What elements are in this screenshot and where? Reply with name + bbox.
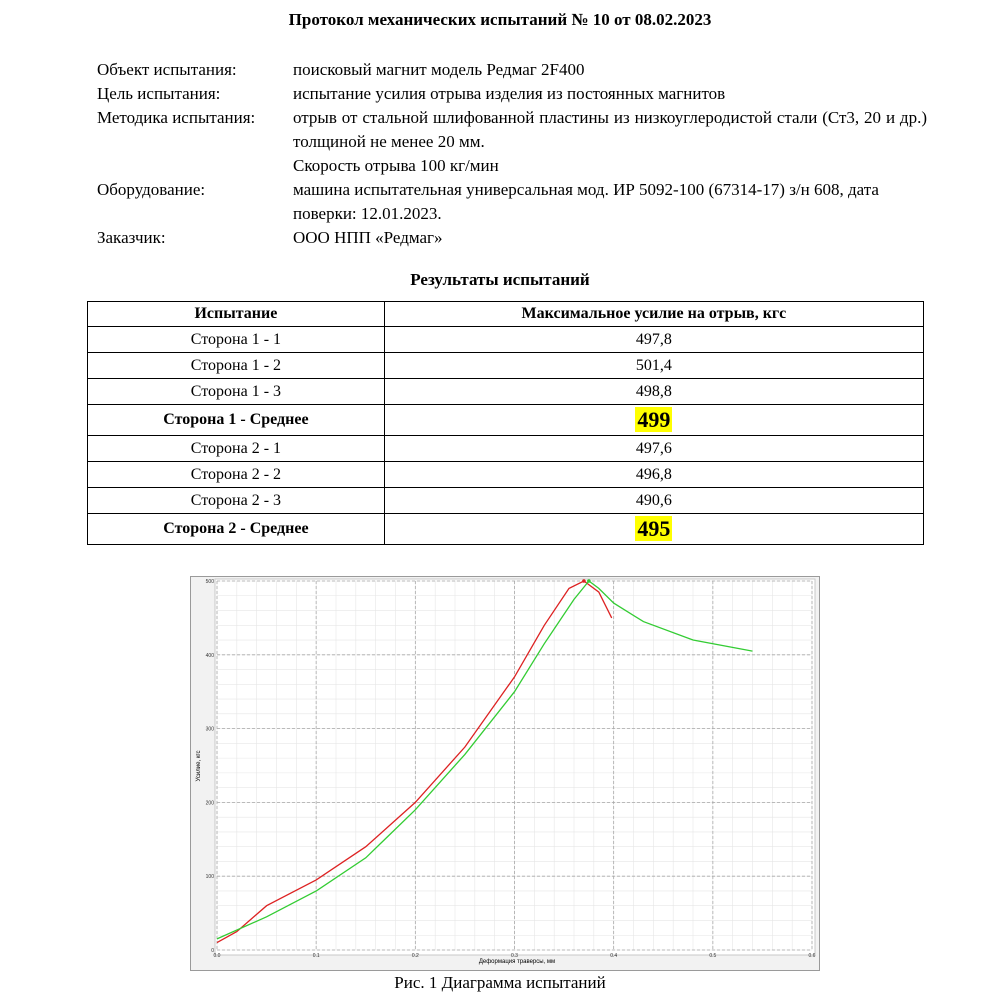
results-title: Результаты испытаний: [410, 270, 590, 289]
column-header: Испытание: [88, 302, 385, 327]
test-value: 490,6: [384, 488, 923, 514]
info-label: Объект испытания:: [97, 60, 237, 79]
info-value: отрыв от стальной шлифованной пластины из низкоуглеродистой стали (Ст3, 20 и др.) толщиной не менее 20 мм.: [293, 108, 927, 151]
test-name: Сторона 2 - 2: [88, 462, 385, 488]
table-row-average: [88, 405, 924, 436]
info-label: [97, 154, 293, 178]
info-row-goal: [97, 82, 927, 106]
info-value: поисковый магнит модель Редмаг 2F400: [293, 60, 585, 79]
x-tick-label: 0.2: [411, 953, 419, 959]
info-label: Заказчик:: [97, 228, 166, 247]
info-value: испытание усилия отрыва изделия из постоянных магнитов: [293, 84, 726, 103]
table-row: [88, 327, 924, 353]
column-header: Максимальное усилие на отрыв, кгс: [384, 302, 923, 327]
test-name: Сторона 1 - 3: [88, 379, 385, 405]
test-value: 497,8: [384, 327, 923, 353]
info-value: Скорость отрыва 100 кг/мин: [293, 156, 499, 175]
average-cell: [384, 514, 923, 545]
y-tick-label: 400: [205, 652, 214, 659]
info-label: Методика испытания:: [97, 108, 256, 127]
protocol-title: Протокол механических испытаний № 10 от 08.02.2023: [288, 10, 712, 29]
info-value: ООО НПП «Редмаг»: [293, 228, 443, 247]
average-value: 495: [637, 516, 671, 541]
test-value: 498,8: [384, 379, 923, 405]
test-name: Сторона 1 - 2: [88, 353, 385, 379]
y-tick-label: 200: [205, 800, 214, 807]
table-row: [88, 379, 924, 405]
test-name: Сторона 1 - 1: [88, 327, 385, 353]
y-tick-label: 100: [205, 874, 214, 881]
test-value: 501,4: [384, 353, 923, 379]
info-label: Цель испытания:: [97, 84, 221, 103]
info-row-speed: [97, 154, 927, 178]
test-value: 497,6: [384, 436, 923, 462]
x-tick-label: 0.1: [312, 953, 320, 959]
y-axis-label: Усилие, кгс: [196, 750, 202, 782]
table-row: [88, 353, 924, 379]
y-tick-label: 500: [205, 579, 214, 585]
table-row-average: [88, 514, 924, 545]
y-tick-label: 300: [205, 726, 214, 733]
average-cell: [384, 405, 923, 436]
y-tick-label: 0: [211, 948, 214, 954]
peak-marker-2: [587, 579, 591, 583]
info-row-method: [97, 106, 927, 154]
average-value: 499: [637, 407, 671, 432]
x-tick-label: 0.5: [709, 953, 717, 959]
x-tick-label: 0.6: [808, 953, 816, 959]
info-label: Оборудование:: [97, 180, 206, 199]
peak-marker-1: [582, 579, 586, 583]
info-row-object: [97, 58, 927, 82]
test-name: Сторона 2 - Среднее: [88, 514, 385, 545]
table-row: [88, 436, 924, 462]
test-name: Сторона 2 - 3: [88, 488, 385, 514]
test-diagram: [190, 576, 820, 971]
test-name: Сторона 2 - 1: [88, 436, 385, 462]
chart-svg: [190, 576, 820, 971]
table-header-row: [88, 302, 924, 327]
x-tick-label: 0.4: [610, 953, 618, 959]
protocol-info: [97, 58, 927, 250]
results-table: [87, 301, 924, 545]
x-tick-label: 0.0: [213, 953, 221, 959]
table-row: [88, 488, 924, 514]
test-name: Сторона 1 - Среднее: [88, 405, 385, 436]
figure-caption: Рис. 1 Диаграмма испытаний: [394, 973, 606, 992]
x-axis-label: Деформация траверсы, мм: [478, 959, 556, 965]
plot-area: [215, 579, 815, 955]
table-row: [88, 462, 924, 488]
test-value: 496,8: [384, 462, 923, 488]
x-tick-label: 0.3: [511, 953, 518, 959]
info-value: машина испытательная универсальная мод. ИР 5092-100 (67314-17) з/н 608, дата поверки: 12.01.2023.: [293, 180, 879, 223]
info-row-customer: [97, 226, 927, 250]
info-row-equipment: [97, 178, 927, 226]
